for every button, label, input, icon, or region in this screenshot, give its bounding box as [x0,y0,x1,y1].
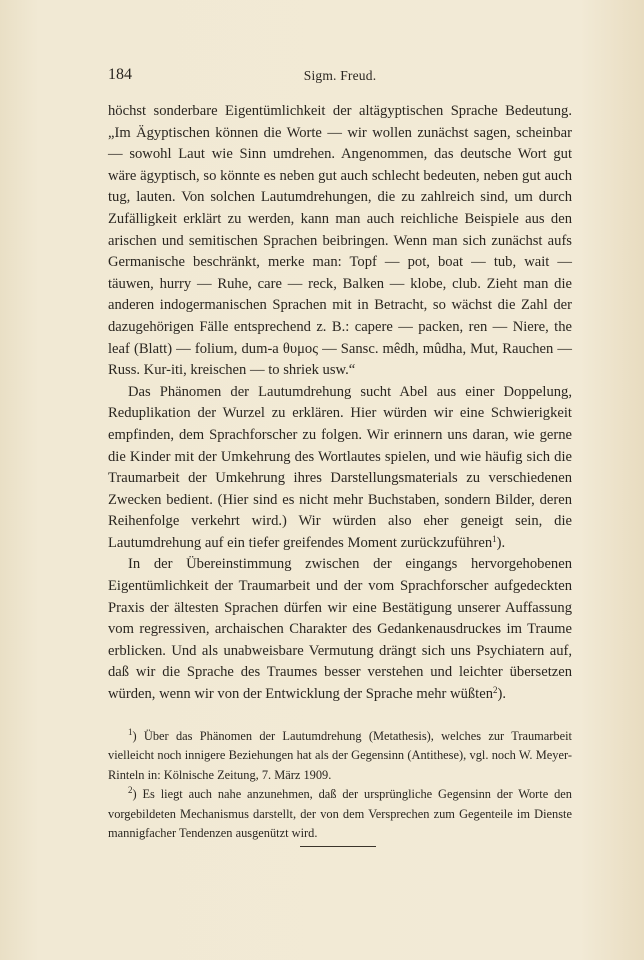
footnote-ref-1: 1 [492,533,497,544]
footnote-ref-2: 2 [493,685,498,696]
footnote-2-text: ) Es liegt auch nahe anzunehmen, daß der ursprüngliche Gegensinn der Worte den vorgebildeten Mechanismus darstellt, der von dem Versprechen zum Gegenteile im Dienste mannigfacher Tendenzen ausgenützt wird. [108,787,572,841]
paragraph-2-end: ). [496,534,506,551]
closing-rule [300,846,376,847]
body-text [108,101,572,706]
footnote-1-text: ) Über das Phänomen der Lautumdrehung (Metathesis), welches zur Traumarbeit vielleicht noch innigere Beziehungen hat als der Gegensinn (Antithese), vgl. noch W. Meyer-Rinteln in: Kölnische Zeitung, 7. März 1909. [108,729,572,782]
page-header [108,66,572,86]
footnotes [108,727,572,843]
footnote-2-marker: 2 [128,785,133,796]
paragraph-2 [108,382,572,555]
footnote-1 [108,727,572,785]
footnote-2 [108,785,572,843]
page-number: 184 [108,66,132,83]
paragraph-1: höchst sonderbare Eigentümlichkeit der altägyptischen Sprache Bedeutung. „Im Ägyptischen können die Worte — wir wollen zunächst sagen, scheinbar — sowohl Laut wie Sinn umdrehen. Angenommen, das deutsche Wort gut wäre ägyptisch, so könnte es neben gut auch schlecht bedeuten, neben gut auch tug, lauten. Von solchen Lautumdrehungen, die zu zahlreich sind, um durch Zufälligkeit erklärt zu werden, kann man auch reichliche Beispiele aus den arischen und semitischen Sprachen beibringen. Wenn man sich zunächst aufs Germanische beschränkt, merke man: Topf — pot, boat — tub, wait — täuwen, hurry — Ruhe, care — reck, Balken — klobe, club. Zieht man die anderen indogermanischen Sprachen mit in Betracht, so wächst die Zahl der dazugehörigen Fälle entsprechend z. B.: capere — packen, ren — Niere, the leaf (Blatt) — folium, dum-a θυμος — Sansc. mêdh, mûdha, Mut, Rauchen — Russ. Kur-iti, kreischen — to shriek usw.“ [108,103,572,379]
footnote-1-marker: 1 [128,727,133,737]
running-head: Sigm. Freud. [303,68,377,83]
paragraph-3-text: In der Übereinstimmung zwischen der eingangs hervorgehobenen Eigentümlichkeit der Traumarbeit und der vom Sprachforscher aufgedeckten Praxis der ältesten Sprachen dürfen wir eine Bestätigung unserer Auffassung vom regressiven, archaischen Charakter des Gedankenausdruckes im Traume erblicken. Und als unabweisbare Vermutung drängt sich uns Psychiatern auf, daß wir die Sprache des Traumes besser verstehen und leichter übersetzen würden, wenn wir von der Entwicklung der Sprache mehr wüßten [108,556,572,703]
paragraph-3 [108,554,572,705]
paragraph-2-text: Das Phänomen der Lautumdrehung sucht Abel aus einer Doppelung, Reduplikation der Wurzel zu erklären. Hier würden wir eine Schwierigkeit empfinden, dem Sprachforscher zu folgen. Wir erinnern uns daran, wie gerne die Kinder mit der Umkehrung des Wortlautes spielen, und wie häufig sich die Traumarbeit der Umkehrung ihres Darstellungsmaterials zu verschiedenen Zwecken bedient. (Hier sind es nicht mehr Buchstaben, sondern Bilder, deren Reihenfolge verkehrt wird.) Wir würden also eher geneigt sein, die Lautumdrehung auf ein tiefer greifendes Moment zurückzuführen [108,383,572,551]
paragraph-3-end: ). [497,686,507,703]
